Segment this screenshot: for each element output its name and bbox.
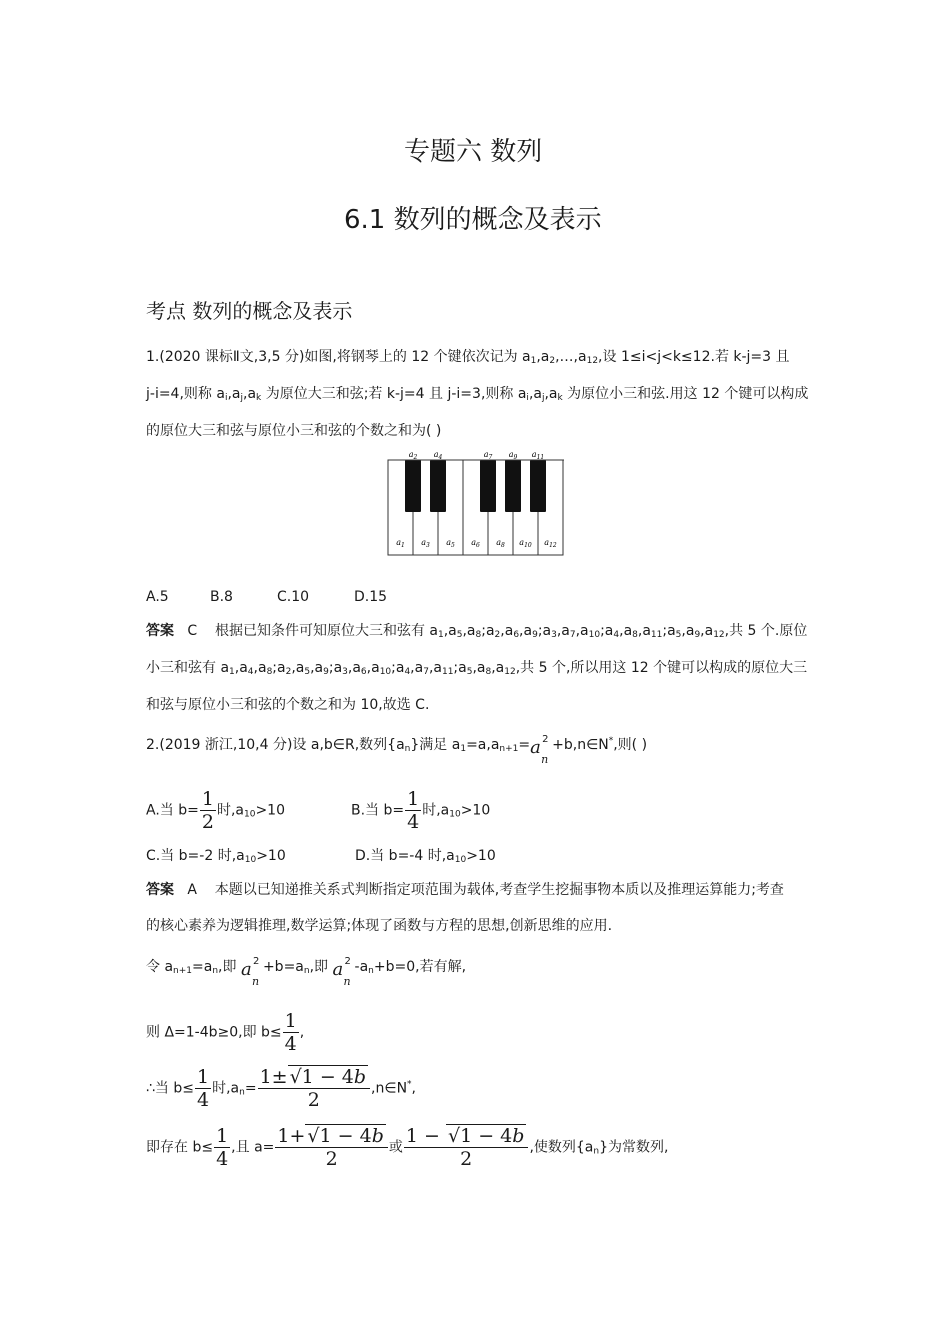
q1-option-d: D.15 bbox=[354, 589, 388, 605]
q2-answer-line-1 bbox=[146, 880, 784, 900]
q2-option-b-tail: 时,a bbox=[422, 802, 450, 819]
white-key-label: $a_5$ bbox=[446, 538, 455, 549]
white-key-label: $a_{12}$ bbox=[544, 538, 557, 549]
fraction-1-2: $\frac{1}{2}$ bbox=[201, 788, 214, 833]
q2-option-a-value: >10 bbox=[255, 802, 285, 819]
sol3-c: = bbox=[244, 1080, 257, 1097]
q1-answer-line-3: 和弦与原位小三和弦的个数之和为 10,故选 C. bbox=[146, 697, 430, 713]
q2-stem-text: 2.(2019 浙江,10,4 分)设 a,b∈R,数列{a bbox=[146, 737, 405, 753]
q2-answer-text-1: 本题以已知递推关系式判断指定项范围为载体,考查学生挖掘事物本质以及推理运算能力;考查 bbox=[214, 882, 784, 898]
q2-answer-line-2: 的核心素养为逻辑推理,数学运算;体现了函数与方程的思想,创新思维的应用. bbox=[146, 918, 613, 934]
section-title: 6.1 数列的概念及表示 bbox=[344, 205, 602, 235]
sol1-d: +b=a bbox=[262, 959, 304, 975]
q2-stem: 2.(2019 浙江,10,4 分)设 a,b∈R,数列$\{a_n\}$满足 $a_1=a,a_{n+1}=$ 2 a n +b,n∈N*,则( ) bbox=[146, 730, 647, 760]
white-key-label: $a_6$ bbox=[471, 538, 480, 549]
chapter-title: 专题六 数列 bbox=[404, 137, 543, 167]
fraction-1-4: $\frac{1}{4}$ bbox=[196, 1066, 210, 1111]
q2-option-a-tail: 时,a bbox=[216, 802, 244, 819]
white-key-label: $a_{10}$ bbox=[519, 538, 532, 549]
black-key-label: $a_{11}$ bbox=[531, 450, 545, 461]
sol3-a: ∴当 b≤ bbox=[146, 1080, 194, 1097]
q2-option-c-text: C.当 b=-2 时,a bbox=[146, 848, 245, 864]
sol1-c: ,即 bbox=[218, 959, 237, 975]
sol3-b: 时,a bbox=[212, 1080, 240, 1097]
answer-letter: A bbox=[187, 882, 197, 898]
q2-option-d-text: D.当 b=-4 时,a bbox=[355, 848, 455, 864]
fraction-1-4: $\frac{1}{4}$ bbox=[407, 788, 420, 833]
a-n-squared: 2 a n bbox=[530, 734, 549, 766]
q2-solution-line-4: 即存在 b≤ $\frac{1}{4}$ ,且 a= $\frac{1+ √1 - 4b}{2}$ 或 $\frac{1 - √1 - 4b}{2}$ ,使数列$\{a_n\}$为常数列, bbox=[146, 1125, 669, 1170]
q2-option-b: B.当 b= $\frac{1}{4}$ 时$,a_{10}>10$ bbox=[351, 788, 491, 833]
answer-letter: C bbox=[187, 623, 198, 639]
q2-option-c-value: >10 bbox=[256, 848, 286, 864]
q1-line-1-tail: 若 k-j=3 且 bbox=[714, 349, 790, 365]
q2-option-d: D.当 b=-4 时$,a_{10}>10$ bbox=[355, 848, 496, 865]
black-key-label: $a_2$ bbox=[408, 450, 418, 461]
white-key-label: $a_3$ bbox=[421, 538, 430, 549]
q2-solution-line-1: 令 $a_{n+1}=a_n$,即 2 a n $+b=a_n$,即 2 a n $-a_n+b=0$,若有解, bbox=[146, 952, 466, 982]
black-key-label: $a_7$ bbox=[483, 450, 493, 461]
black-key-label: $a_9$ bbox=[508, 450, 518, 461]
a-n-squared: 2 a n bbox=[240, 956, 260, 988]
black-key-a2 bbox=[405, 460, 421, 512]
q2-solution-line-3: ∴当 b≤ $\frac{1}{4}$ 时$,a_n=$ $\frac{1\pm √1 - 4b}{2}$ ,n∈N*, bbox=[146, 1066, 416, 1111]
sol1-a: 令 a bbox=[146, 959, 174, 975]
q1-option-c: C.10 bbox=[277, 589, 310, 605]
sol4-e: }为常数列, bbox=[599, 1139, 669, 1156]
topic-heading: 考点 数列的概念及表示 bbox=[146, 299, 353, 323]
sol4-a: 即存在 b≤ bbox=[146, 1139, 214, 1156]
sol1-g: +b=0,若有解, bbox=[373, 959, 467, 975]
q1-answer-line-2: 小三和弦有 $a_1,a_4,a_8;a_2,a_5,a_9;a_3,a_6,a_{10};a_4,a_7,a_{11};a_5,a_8,a_{12}$,共 5 个,所以用这 12 个键可以构成的原位大三 bbox=[146, 660, 808, 677]
q2-solution-line-2: 则 Δ=1-4b≥0,即 b≤ $\frac{1}{4}$ , bbox=[146, 1010, 305, 1055]
fraction-1-4: $\frac{1}{4}$ bbox=[284, 1010, 297, 1055]
sol1-b: =a bbox=[192, 959, 213, 975]
answer-label: 答案 bbox=[146, 623, 174, 639]
sol4-b: ,且 a= bbox=[231, 1139, 275, 1156]
q1-line-1: 1.(2020 课标Ⅱ文,3,5 分)如图,将钢琴上的 12 个键依次记为 $a_1,a_2,\dots,a_{12}$,设 1≤i<j<k≤12.若 k-j=3 且 bbox=[146, 349, 790, 366]
q1-line-2-text: j-i=4,则称 a bbox=[146, 386, 225, 402]
q1-option-b: B.8 bbox=[210, 589, 233, 605]
sol4-c: 或 bbox=[388, 1139, 403, 1156]
sol4-d: ,使数列{a bbox=[529, 1139, 594, 1156]
q2-option-b-text: B.当 b= bbox=[351, 802, 405, 819]
a-n-squared: 2 a n bbox=[332, 956, 351, 988]
black-key-a9 bbox=[505, 460, 521, 512]
white-key-label: $a_8$ bbox=[496, 538, 505, 549]
sol1-e: ,即 bbox=[309, 959, 329, 975]
answer-label: 答案 bbox=[146, 882, 174, 898]
q1-line-3: 的原位大三和弦与原位小三和弦的个数之和为( ) bbox=[146, 423, 442, 439]
sol3-d: ,n∈N bbox=[371, 1080, 408, 1097]
black-key-a11 bbox=[530, 460, 546, 512]
q2-stem-text-2: }满足 a bbox=[410, 737, 461, 753]
q2-option-d-value: >10 bbox=[466, 848, 496, 864]
q2-option-c: C.当 b=-2 时$,a_{10}>10$ bbox=[146, 848, 286, 865]
black-key-a4 bbox=[430, 460, 446, 512]
black-key-label: $a_4$ bbox=[433, 450, 443, 461]
q2-option-a-text: A.当 b= bbox=[146, 802, 199, 819]
q1-option-a: A.5 bbox=[146, 589, 169, 605]
sol1-f: -a bbox=[354, 959, 369, 975]
q2-option-b-value: >10 bbox=[460, 802, 491, 819]
q1-line-2: j-i=4,则称 $a_i,a_j,a_k$ 为原位大三和弦;若 k-j=4 且 j-i=3,则称 $a_i,a_j,a_k$ 为原位小三和弦.用这 12 个键可以构成 bbox=[146, 386, 809, 403]
root-fraction-minus: $\frac{1 - √1 - 4b}{2}$ bbox=[404, 1125, 529, 1170]
q1-answer-line-1: 答案 C 根据已知条件可知原位大三和弦有 $a_1,a_5,a_8;a_2,a_6,a_9;a_3,a_7,a_{10};a_4,a_8,a_{11};a_5,a_9,a_{12}$,共 5 个.原位 bbox=[146, 623, 808, 640]
q2-option-a: A.当 b= $\frac{1}{2}$ 时$,a_{10}>10$ bbox=[146, 788, 285, 833]
q1-line-1-text: 1.(2020 课标Ⅱ文,3,5 分)如图,将钢琴上的 12 个键依次记为 a bbox=[146, 349, 531, 365]
fraction-1-4: $\frac{1}{4}$ bbox=[216, 1125, 229, 1170]
root-fraction: $\frac{1\pm √1 - 4b}{2}$ bbox=[258, 1066, 370, 1111]
root-fraction-plus: $\frac{1+ √1 - 4b}{2}$ bbox=[275, 1125, 387, 1170]
sol2-text: 则 Δ=1-4b≥0,即 b≤ bbox=[146, 1024, 282, 1041]
black-key-a7 bbox=[480, 460, 496, 512]
white-key-label: $a_1$ bbox=[396, 538, 405, 549]
piano-keyboard-figure bbox=[386, 447, 566, 557]
